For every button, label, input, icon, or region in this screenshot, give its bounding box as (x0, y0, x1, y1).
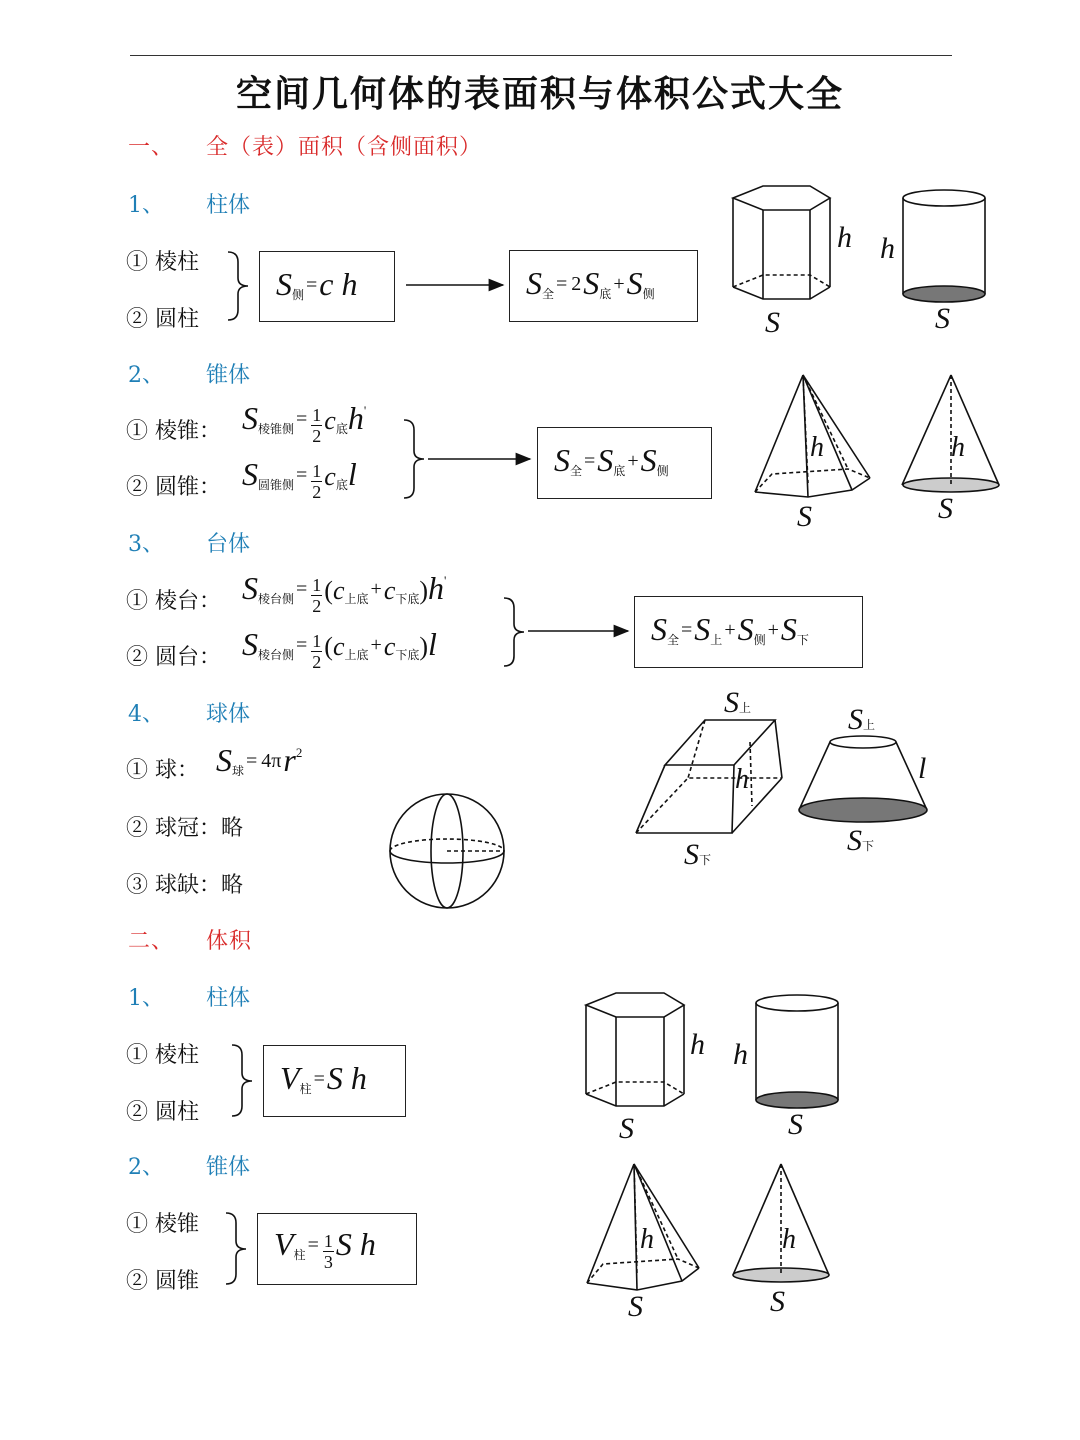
section-number: 二、 (128, 929, 175, 954)
sphere-figure (390, 794, 504, 908)
label-h: h (782, 1224, 796, 1255)
formula-total-frustum: $S_全 =S_上 +S_侧 +S_下$ (651, 611, 809, 647)
hexagonal-prism-figure (733, 186, 830, 299)
subsection-title: 柱体 (206, 193, 251, 218)
brace-prism-area (228, 252, 248, 320)
subsection-title: 锥体 (206, 1155, 251, 1180)
label-S-bottom: S下 (847, 824, 875, 857)
label-h: h (810, 432, 824, 463)
label-S: S (797, 500, 812, 533)
label-S-top: S上 (848, 703, 876, 736)
label-h: h (951, 432, 965, 463)
label-h: h (735, 764, 749, 795)
subsection-number: 4、 (128, 702, 164, 727)
label-h: h (640, 1224, 654, 1255)
cylinder-volume-figure (756, 995, 838, 1108)
formula-lateral-pyramid: $S_{棱锥侧}$ = $\frac{1}{2}$ $c_底h'$ (242, 400, 367, 446)
section-number: 一、 (128, 135, 175, 160)
label-h: h (733, 1038, 748, 1071)
item-spherical-cap: ② 球冠：略 (126, 816, 243, 841)
item-cylinder: ② 圆柱 (126, 307, 199, 332)
label-S-top: S上 (724, 686, 752, 719)
item-conical-frustum: ② 圆台： (126, 645, 221, 670)
subsection-title: 台体 (206, 532, 251, 557)
item-prism: ① 棱柱 (126, 250, 199, 275)
item-prism-volume: ① 棱柱 (126, 1043, 199, 1068)
formula-cone-volume: $V_柱$ = $\frac{1}{3}$ S h (274, 1226, 376, 1272)
subsection-title: 球体 (206, 702, 251, 727)
item-prismatic-frustum: ① 棱台： (126, 589, 221, 614)
section-title: 全（表）面积（含侧面积） (206, 135, 483, 160)
hexagonal-prism-volume-figure (586, 993, 684, 1106)
item-pyramid: ① 棱锥： (126, 419, 221, 444)
label-h: h (837, 221, 852, 254)
formula-lateral-conical-frustum: $S_{棱台侧}$ = $\frac{1}{2}$ $(c_{上底} +c_{下底})l$ (242, 626, 437, 672)
brace-cone-area (404, 420, 424, 498)
label-h: h (880, 232, 895, 265)
item-cone-volume: ② 圆锥 (126, 1269, 199, 1294)
formula-total-cone: $S_全 =S_底 +S_侧$ (554, 442, 669, 478)
subsection-number: 3、 (128, 532, 164, 557)
subsection-title: 柱体 (206, 986, 251, 1011)
brace-cone-volume (226, 1213, 246, 1284)
prismatic-frustum-figure (636, 720, 782, 833)
brace-frustum-area (504, 598, 524, 666)
formula-lateral-prism: $S_侧 =c$ h (276, 266, 358, 302)
label-S: S (938, 492, 953, 525)
formula-total-prism: $S_全 = 2S_底 +S_侧$ (526, 265, 655, 301)
label-S: S (619, 1112, 634, 1145)
label-S: S (765, 306, 780, 339)
subsection-number: 2、 (128, 363, 164, 388)
label-S: S (788, 1108, 803, 1141)
brace-prism-volume (232, 1045, 252, 1116)
item-cone: ② 圆锥： (126, 475, 221, 500)
formula-prism-volume: $V_柱 =S$ h (280, 1060, 367, 1096)
formula-sphere-area: $S_球 = 4\pi r^2$ (216, 742, 303, 778)
label-S-bottom: S下 (684, 838, 712, 871)
cone-volume-figure (733, 1164, 829, 1282)
label-h: h (690, 1028, 705, 1061)
label-S: S (935, 302, 950, 335)
formula-lateral-prismatic-frustum: $S_{棱台侧}$ = $\frac{1}{2}$ $(c_{上底} +c_{下底})h'$ (242, 570, 447, 616)
subsection-number: 1、 (128, 986, 164, 1011)
page-title: 空间几何体的表面积与体积公式大全 (235, 73, 844, 115)
formula-lateral-cone: $S_{圆锥侧}$ = $\frac{1}{2}$ $c_底l$ (242, 456, 357, 502)
subsection-title: 锥体 (206, 363, 251, 388)
cylinder-figure (903, 190, 985, 302)
section-title: 体积 (206, 929, 253, 954)
subsection-number: 2、 (128, 1155, 164, 1180)
item-sphere: ① 球： (126, 758, 199, 783)
item-cylinder-volume: ② 圆柱 (126, 1100, 199, 1125)
label-l: l (918, 752, 927, 785)
subsection-number: 1、 (128, 193, 164, 218)
conical-frustum-figure (799, 736, 927, 822)
label-S: S (628, 1290, 643, 1323)
item-pyramid-volume: ① 棱锥 (126, 1212, 199, 1237)
label-S: S (770, 1285, 785, 1318)
item-spherical-segment: ③ 球缺：略 (126, 873, 243, 898)
